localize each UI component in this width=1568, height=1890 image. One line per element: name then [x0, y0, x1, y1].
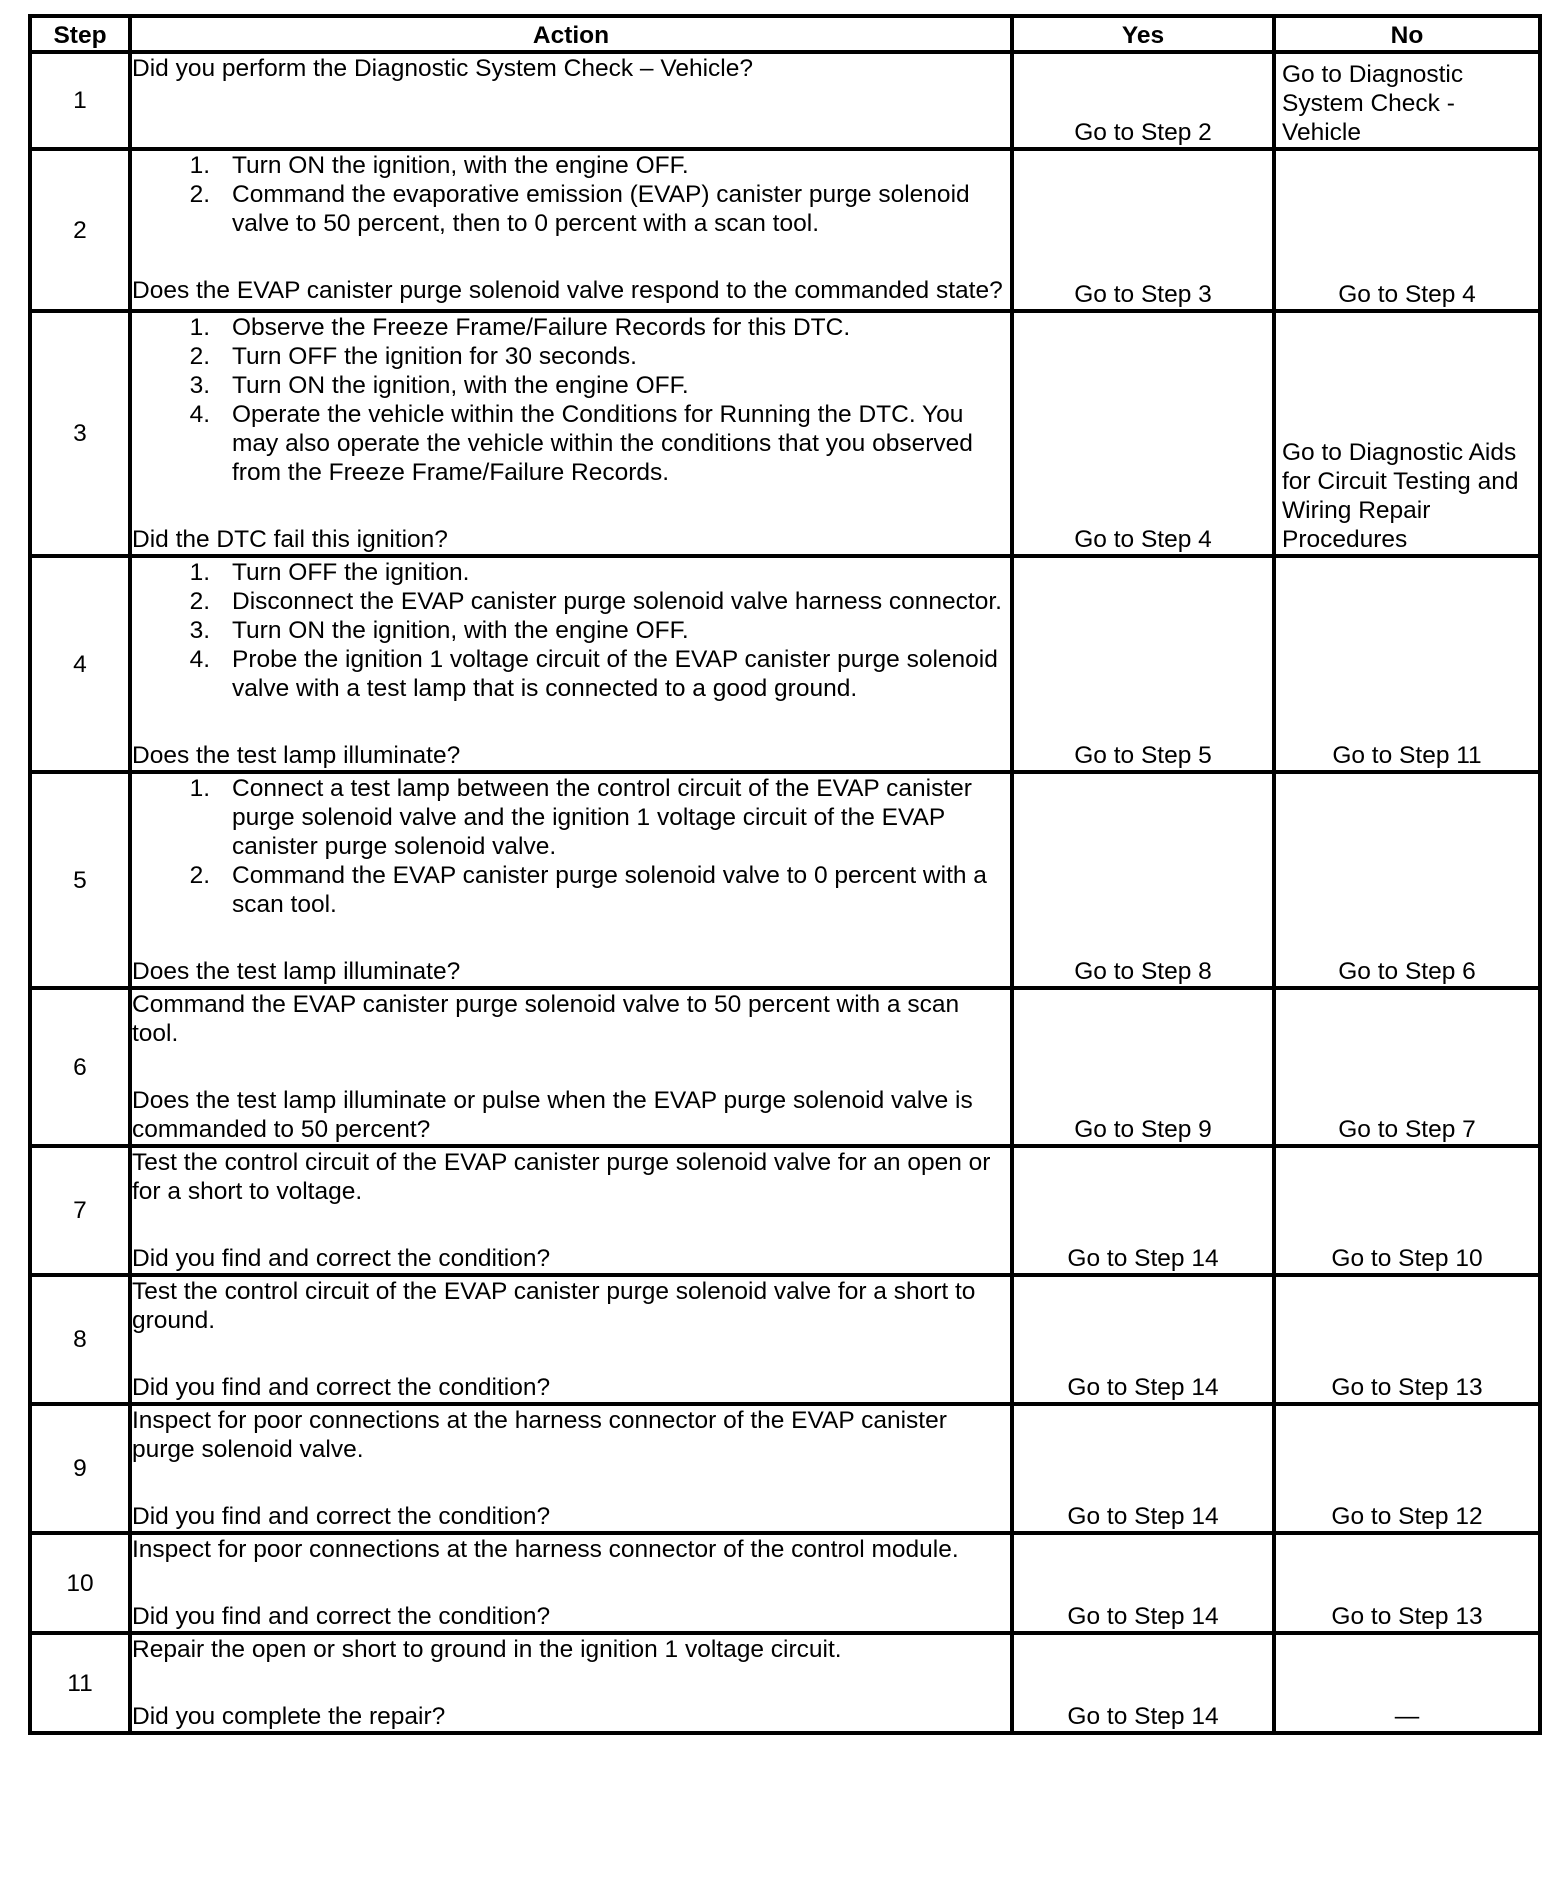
action-text: Did you perform the Diagnostic System Check – Vehicle?: [132, 55, 753, 82]
list-text: Disconnect the EVAP canister purge solenoid valve harness connector.: [232, 588, 1002, 615]
question-text: Does the test lamp illuminate or pulse when the EVAP purge solenoid valve is commanded to 50 percent?: [132, 1087, 973, 1143]
no-cell: —: [1274, 1633, 1540, 1733]
list-number: 1.: [189, 559, 210, 586]
yes-cell: Go to Step 5: [1012, 556, 1274, 772]
table-row: [30, 1146, 1540, 1275]
list-number: 1.: [189, 152, 210, 179]
table-row: [30, 556, 1540, 772]
yes-cell: Go to Step 4: [1012, 311, 1274, 556]
question-text: Does the EVAP canister purge solenoid valve respond to the commanded state?: [132, 277, 1003, 304]
no-cell: Go to Diagnostic Aids for Circuit Testing and Wiring Repair Procedures: [1274, 311, 1540, 556]
yes-cell: Go to Step 2: [1012, 52, 1274, 149]
list-item: [189, 371, 1010, 400]
list-number: 1.: [189, 314, 210, 341]
list-number: 2.: [189, 862, 210, 889]
no-cell: Go to Step 4: [1274, 149, 1540, 311]
list-number: 4.: [189, 646, 210, 673]
yes-cell: Go to Step 8: [1012, 772, 1274, 988]
list-item: [189, 616, 1010, 645]
action-text: Inspect for poor connections at the harness connector of the EVAP canister purge solenoid valve.: [132, 1407, 947, 1463]
action-cell: [130, 1275, 1012, 1404]
action-text: Repair the open or short to ground in the ignition 1 voltage circuit.: [132, 1636, 842, 1663]
list-item: [189, 313, 1010, 342]
list-item: [189, 558, 1010, 587]
table-row: [30, 772, 1540, 988]
step-number: 9: [30, 1404, 130, 1533]
action-text: Test the control circuit of the EVAP canister purge solenoid valve for a short to ground.: [132, 1278, 976, 1334]
yes-cell: Go to Step 14: [1012, 1533, 1274, 1633]
step-number: 4: [30, 556, 130, 772]
question-text: Did you find and correct the condition?: [132, 1245, 551, 1272]
instruction-list: [132, 558, 1010, 703]
action-text: Test the control circuit of the EVAP canister purge solenoid valve for an open or for a short to voltage.: [132, 1149, 991, 1205]
action-text: Inspect for poor connections at the harness connector of the control module.: [132, 1536, 959, 1563]
action-cell: [130, 1533, 1012, 1633]
header-no: No: [1274, 16, 1540, 52]
instruction-list: [132, 774, 1010, 919]
list-number: 3.: [189, 617, 210, 644]
yes-cell: Go to Step 3: [1012, 149, 1274, 311]
header-row: [30, 16, 1540, 52]
list-text: Turn OFF the ignition.: [232, 559, 470, 586]
list-text: Turn ON the ignition, with the engine OFF.: [232, 152, 689, 179]
action-cell: [130, 988, 1012, 1146]
list-item: [189, 400, 1010, 487]
step-number: 3: [30, 311, 130, 556]
action-cell: [130, 772, 1012, 988]
step-number: 8: [30, 1275, 130, 1404]
header-step: Step: [30, 16, 130, 52]
table-row: [30, 1404, 1540, 1533]
table-row: [30, 1533, 1540, 1633]
list-text: Turn ON the ignition, with the engine OFF.: [232, 617, 689, 644]
table-row: [30, 1275, 1540, 1404]
list-item: [189, 342, 1010, 371]
yes-cell: Go to Step 14: [1012, 1146, 1274, 1275]
action-cell: [130, 52, 1012, 149]
list-number: 3.: [189, 372, 210, 399]
no-cell: Go to Step 13: [1274, 1275, 1540, 1404]
step-number: 1: [30, 52, 130, 149]
step-number: 6: [30, 988, 130, 1146]
no-cell: Go to Step 13: [1274, 1533, 1540, 1633]
header-yes: Yes: [1012, 16, 1274, 52]
list-number: 2.: [189, 181, 210, 208]
list-text: Command the evaporative emission (EVAP) canister purge solenoid valve to 50 percent, then to 0 percent with a scan tool.: [232, 181, 970, 237]
table-row: [30, 311, 1540, 556]
list-item: [189, 180, 1010, 238]
no-cell: Go to Diagnostic System Check - Vehicle: [1274, 52, 1540, 149]
no-cell: Go to Step 10: [1274, 1146, 1540, 1275]
action-cell: [130, 1633, 1012, 1733]
list-text: Observe the Freeze Frame/Failure Records for this DTC.: [232, 314, 851, 341]
action-cell: [130, 1404, 1012, 1533]
question-text: Did you find and correct the condition?: [132, 1503, 551, 1530]
yes-cell: Go to Step 14: [1012, 1404, 1274, 1533]
step-number: 11: [30, 1633, 130, 1733]
instruction-list: [132, 313, 1010, 487]
list-text: Turn ON the ignition, with the engine OFF.: [232, 372, 689, 399]
list-number: 2.: [189, 588, 210, 615]
table-row: [30, 52, 1540, 149]
list-text: Operate the vehicle within the Conditions for Running the DTC. You may also operate the vehicle within the conditions that you observed from the Freeze Frame/Failure Records.: [232, 401, 973, 486]
list-item: [189, 587, 1010, 616]
action-cell: [130, 149, 1012, 311]
list-number: 1.: [189, 775, 210, 802]
list-item: [189, 861, 1010, 919]
instruction-list: [132, 151, 1010, 238]
no-cell: Go to Step 11: [1274, 556, 1540, 772]
list-text: Command the EVAP canister purge solenoid valve to 0 percent with a scan tool.: [232, 862, 987, 918]
question-text: Does the test lamp illuminate?: [132, 742, 461, 769]
question-text: Did you find and correct the condition?: [132, 1374, 551, 1401]
table-row: [30, 1633, 1540, 1733]
no-cell: Go to Step 7: [1274, 988, 1540, 1146]
question-text: Did the DTC fail this ignition?: [132, 526, 448, 553]
yes-cell: Go to Step 9: [1012, 988, 1274, 1146]
yes-cell: Go to Step 14: [1012, 1275, 1274, 1404]
no-cell: Go to Step 12: [1274, 1404, 1540, 1533]
action-cell: [130, 311, 1012, 556]
list-text: Probe the ignition 1 voltage circuit of the EVAP canister purge solenoid valve with a test lamp that is connected to a good ground.: [232, 646, 998, 702]
question-text: Does the test lamp illuminate?: [132, 958, 461, 985]
step-number: 5: [30, 772, 130, 988]
list-number: 2.: [189, 343, 210, 370]
list-item: [189, 151, 1010, 180]
diagnostic-table: [28, 14, 1542, 1735]
action-text: Command the EVAP canister purge solenoid valve to 50 percent with a scan tool.: [132, 991, 960, 1047]
question-text: Did you find and correct the condition?: [132, 1603, 551, 1630]
step-number: 10: [30, 1533, 130, 1633]
list-text: Connect a test lamp between the control circuit of the EVAP canister purge solenoid valve and the ignition 1 voltage circuit of the EVAP canister purge solenoid valve.: [232, 775, 972, 860]
yes-cell: Go to Step 14: [1012, 1633, 1274, 1733]
list-number: 4.: [189, 401, 210, 428]
step-number: 7: [30, 1146, 130, 1275]
action-cell: [130, 556, 1012, 772]
no-cell: Go to Step 6: [1274, 772, 1540, 988]
step-number: 2: [30, 149, 130, 311]
question-text: Did you complete the repair?: [132, 1703, 446, 1730]
action-cell: [130, 1146, 1012, 1275]
list-item: [189, 774, 1010, 861]
table-row: [30, 988, 1540, 1146]
list-item: [189, 645, 1010, 703]
table-row: [30, 149, 1540, 311]
header-action: Action: [130, 16, 1012, 52]
list-text: Turn OFF the ignition for 30 seconds.: [232, 343, 637, 370]
